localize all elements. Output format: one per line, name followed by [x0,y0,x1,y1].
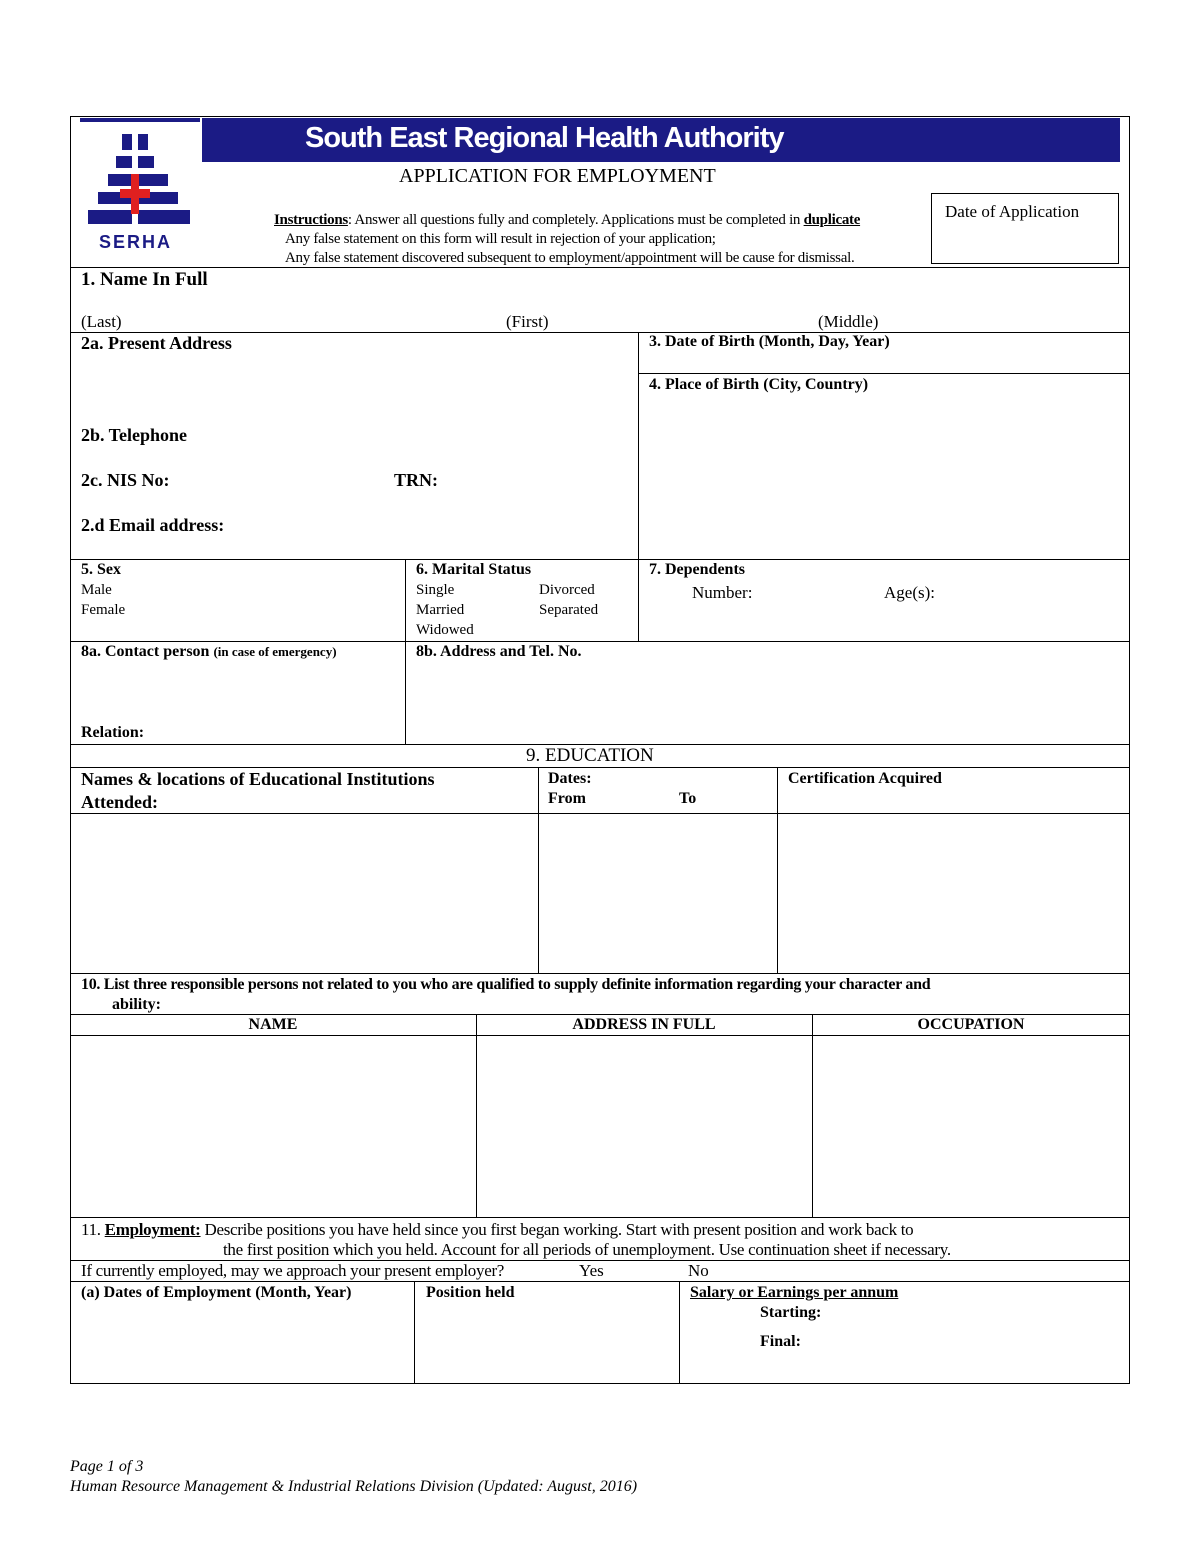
employment-instruction-line1 [81,1220,913,1240]
date-of-birth-label: 3. Date of Birth (Month, Day, Year) [649,333,890,350]
row-divider [70,1217,1130,1218]
row-divider [70,641,1130,642]
column-divider [777,767,778,973]
logo-top-bar [80,118,200,122]
row-divider [70,813,1130,814]
references-occupation-field[interactable] [814,1037,1128,1215]
contact-address-field[interactable] [407,665,1128,743]
certification-label: Certification Acquired [788,770,942,787]
serha-logo-icon [84,128,196,230]
warning-rejection: Any false statement on this form will result in rejection of your application; [285,231,716,247]
salary-starting-label: Starting: [760,1304,822,1321]
salary-label: Salary or Earnings per annum [690,1284,899,1301]
page-number: Page 1 of 3 [70,1458,144,1475]
row-divider [70,767,1130,768]
column-divider [538,767,539,973]
marital-status-label: 6. Marital Status [416,561,532,578]
marital-option-single[interactable]: Single [416,582,455,598]
education-certification-field[interactable] [779,815,1128,971]
row-divider [70,559,1130,560]
place-of-birth-label: 4. Place of Birth (City, Country) [649,376,869,393]
column-divider [638,332,639,559]
references-instruction-line2: ability: [112,996,161,1013]
sex-label: 5. Sex [81,561,121,578]
employment-instruction-line2: the first position which you held. Account for all periods of unemployment. Use continuation sheet if necessary. [223,1240,951,1259]
education-title: 9. EDUCATION [526,745,654,766]
contact-person-field[interactable] [72,665,403,725]
contact-address-label: 8b. Address and Tel. No. [416,643,582,660]
position-held-label: Position held [426,1284,515,1301]
sex-option-male[interactable]: Male [81,582,112,598]
dependents-ages-label: Age(s): [884,583,935,602]
header-divider [70,267,1130,268]
approach-option-yes[interactable]: Yes [579,1261,604,1280]
references-instruction-line1: 10. List three responsible persons not related to you who are qualified to supply definite information regarding your character and [81,976,931,993]
dates-to-label: To [679,790,697,807]
references-address-field[interactable] [478,1037,810,1215]
relation-label: Relation: [81,724,145,741]
column-divider [405,559,406,745]
instructions-text: : Answer all questions fully and completely. Applications must be completed in [347,212,804,228]
marital-option-widowed[interactable]: Widowed [416,622,474,638]
place-of-birth-field[interactable] [640,398,1128,556]
approach-option-no[interactable]: No [688,1261,709,1280]
division-footer: Human Resource Management & Industrial Relations Division (Updated: August, 2016) [70,1478,638,1495]
instructions-label: Instructions [274,212,348,228]
dependents-number-label: Number: [692,583,753,602]
sex-option-female[interactable]: Female [81,602,126,618]
education-institutions-field[interactable] [72,815,536,971]
references-address-header: ADDRESS IN FULL [572,1016,716,1033]
logo-text: SERHA [99,232,173,252]
dates-label: Dates: [548,770,592,787]
last-name-label: (Last) [81,312,122,331]
marital-option-separated[interactable]: Separated [539,602,599,618]
row-divider [70,1014,1130,1015]
dependents-label: 7. Dependents [649,561,746,578]
trn-label: TRN: [394,470,438,490]
employment-dates-field[interactable] [72,1306,412,1382]
instructions-emph: duplicate [803,212,861,228]
approach-employer-question: If currently employed, may we approach your present employer? [81,1261,505,1280]
employment-dates-label: (a) Dates of Employment (Month, Year) [81,1284,352,1301]
salary-final-label: Final: [760,1333,801,1350]
dates-from-label: From [548,790,586,807]
employment-label: Employment: [104,1220,201,1239]
org-name: South East Regional Health Authority [305,122,784,154]
date-of-application-label: Date of Application [945,202,1080,221]
institutions-label-line2: Attended: [81,792,158,812]
row-divider [70,973,1130,974]
row-divider [70,1281,1130,1282]
contact-person-note: (in case of emergency) [213,644,337,659]
column-divider [679,1281,680,1384]
name-in-full-field[interactable] [72,290,1128,330]
middle-name-label: (Middle) [818,312,879,331]
email-label: 2.d Email address: [81,515,225,535]
form-title: APPLICATION FOR EMPLOYMENT [399,165,716,187]
education-dates-field[interactable] [540,815,775,971]
references-name-field[interactable] [72,1037,474,1215]
row-divider [70,1035,1130,1036]
row-divider [638,373,1130,374]
nis-label: 2c. NIS No: [81,470,170,490]
employment-number: 11. [81,1220,105,1239]
present-address-label: 2a. Present Address [81,333,232,353]
first-name-label: (First) [506,312,549,331]
references-occupation-header: OCCUPATION [917,1016,1025,1033]
references-name-header: NAME [248,1016,298,1033]
name-in-full-label: 1. Name In Full [81,269,208,290]
column-divider [638,559,639,642]
marital-option-divorced[interactable]: Divorced [539,582,595,598]
employment-text-line1: Describe positions you have held since you first began working. Start with present position and work back to [200,1220,914,1239]
contact-person-label-text: 8a. Contact person [81,643,214,660]
telephone-label: 2b. Telephone [81,425,188,445]
column-divider [812,1014,813,1217]
column-divider [476,1014,477,1217]
contact-person-label [81,643,337,661]
present-address-field[interactable] [72,355,636,420]
instructions [274,212,860,229]
warning-dismissal: Any false statement discovered subsequent to employment/appointment will be cause for dismissal. [285,250,855,266]
marital-option-married[interactable]: Married [416,602,465,618]
position-held-field[interactable] [416,1306,677,1382]
column-divider [414,1281,415,1384]
institutions-label-line1: Names & locations of Educational Institutions [81,769,435,789]
